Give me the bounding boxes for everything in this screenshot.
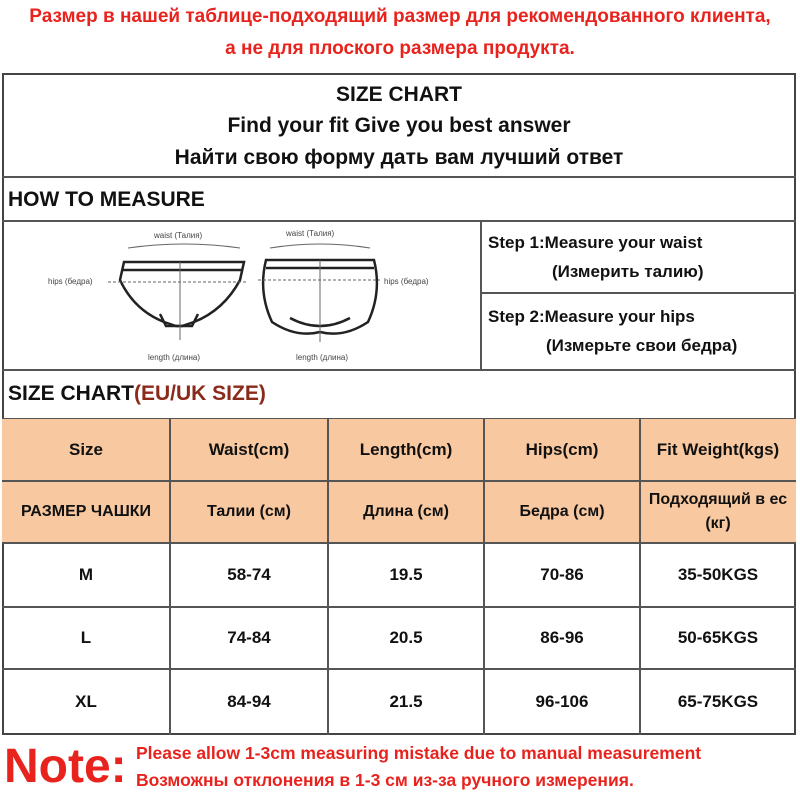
table-cell: 70-86 xyxy=(540,565,584,584)
hips-label-2: hips (бедра) xyxy=(384,277,429,286)
table-col-divider xyxy=(639,419,641,735)
header-ru-3: Бедра (см) xyxy=(484,481,640,543)
waist-label-2: waist (Талия) xyxy=(286,229,335,238)
step1-line1: Step 1:Measure your waist xyxy=(488,233,703,252)
step2-line1: Step 2:Measure your hips xyxy=(488,307,695,326)
table-cell: L xyxy=(80,628,92,647)
header-ru-2: Длина (см) xyxy=(328,481,484,543)
table-row-divider xyxy=(2,480,796,482)
table-row-divider xyxy=(2,668,796,670)
size-table xyxy=(2,419,796,735)
length-label-2: length (длина) xyxy=(296,353,349,362)
step1-line2: (Измерить талию) xyxy=(552,262,704,281)
table-col-divider xyxy=(327,419,329,735)
waist-label-1: waist (Талия) xyxy=(154,231,203,240)
table-row-divider xyxy=(2,542,796,544)
chart-subtitle-ru: Найти свою форму дать вам лучший ответ xyxy=(174,146,624,169)
header-en-3: Hips(cm) xyxy=(484,419,640,481)
top-note-line1: Размер в нашей таблице-подходящий размер для рекомендованного клиента, xyxy=(29,6,771,27)
header-ru-4: Подходящий в ес (кг) xyxy=(640,481,796,543)
table-cell: 50-65KGS xyxy=(677,628,759,647)
divider xyxy=(2,369,796,371)
header-en-2: Length(cm) xyxy=(328,419,484,481)
table-cell: M xyxy=(78,565,94,584)
chart-title: SIZE CHART xyxy=(336,83,462,106)
chart-subtitle: Find your fit Give you best answer xyxy=(227,114,571,137)
table-cell: 74-84 xyxy=(227,628,271,647)
table-cell: XL xyxy=(75,692,97,711)
note-line1: Please allow 1-3cm measuring mistake due to manual measurement xyxy=(136,743,702,763)
measure-diagram xyxy=(4,222,478,368)
note-line2: Возможны отклонения в 1-3 см из-за ручного измерения. xyxy=(136,770,634,790)
table-cell: 35-50KGS xyxy=(677,565,759,584)
divider xyxy=(482,292,796,294)
header-en-0: Size xyxy=(2,419,170,481)
header-ru-0: РАЗМЕР ЧАШКИ xyxy=(2,481,170,543)
how-to-measure-label: HOW TO MEASURE xyxy=(8,188,205,211)
table-row-divider xyxy=(2,606,796,608)
brief-front-icon xyxy=(120,262,244,326)
step2-line2: (Измерьте свои бедра) xyxy=(546,336,738,355)
divider xyxy=(480,220,482,370)
table-cell: 58-74 xyxy=(227,565,271,584)
table-cell: 19.5 xyxy=(389,565,423,584)
note-text xyxy=(136,740,796,794)
header-en-1: Waist(cm) xyxy=(170,419,328,481)
divider xyxy=(2,176,796,178)
header-ru-1: Талии (см) xyxy=(170,481,328,543)
table-cell: 96-106 xyxy=(535,692,589,711)
table-col-divider xyxy=(169,419,171,735)
table-cell: 21.5 xyxy=(389,692,423,711)
table-cell: 86-96 xyxy=(540,628,584,647)
size-chart-label-paren: (EU/UK SIZE) xyxy=(134,382,266,405)
top-note-line2: а не для плоского размера продукта. xyxy=(225,38,575,59)
length-label-1: length (длина) xyxy=(148,353,201,362)
note-label: Note: xyxy=(4,740,127,793)
table-cell: 65-75KGS xyxy=(677,692,759,711)
table-cell: 20.5 xyxy=(389,628,423,647)
table-cell: 84-94 xyxy=(227,692,271,711)
size-chart-label-main: SIZE CHART xyxy=(8,382,134,405)
size-chart-label xyxy=(8,380,266,408)
table-col-divider xyxy=(483,419,485,735)
top-note xyxy=(0,0,800,66)
header-en-4: Fit Weight(kgs) xyxy=(640,419,796,481)
hips-label-1: hips (бедра) xyxy=(48,277,93,286)
